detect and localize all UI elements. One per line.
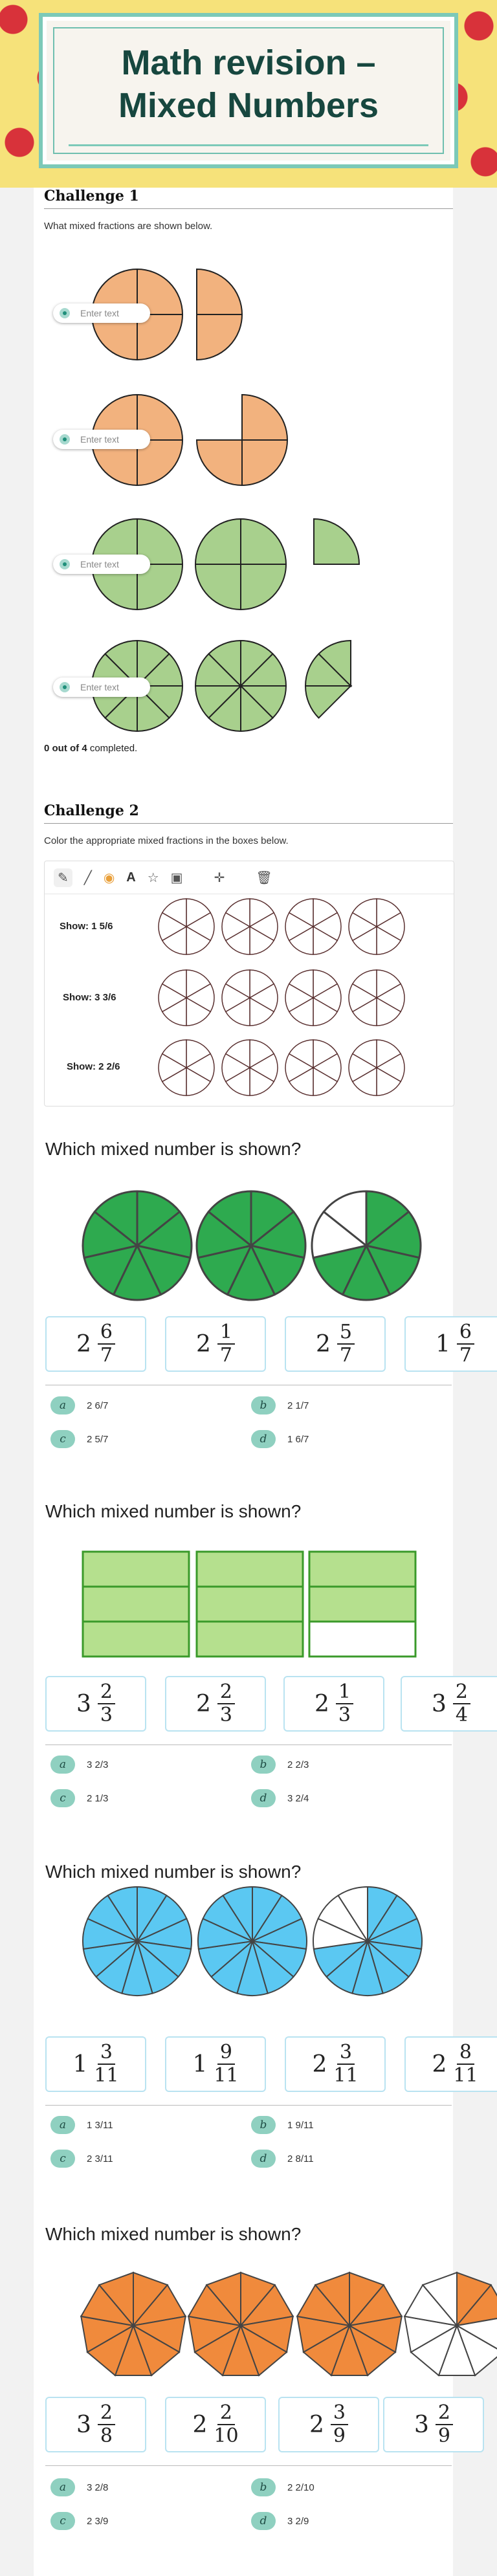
- whole-number: 2: [76, 1330, 91, 1358]
- option-letter-badge: b: [251, 1396, 276, 1415]
- option-text: 2 1/7: [287, 1400, 309, 1411]
- numerator: 2: [217, 1681, 235, 1704]
- option-letter-badge: c: [50, 2150, 75, 2168]
- option-text: 2 5/7: [87, 1433, 109, 1445]
- denominator: 3: [100, 1704, 113, 1726]
- input-placeholder: Enter text: [80, 434, 119, 445]
- whole-number: 2: [312, 2051, 327, 2078]
- progress-label: completed.: [87, 743, 138, 754]
- option-text: 1 6/7: [287, 1433, 309, 1445]
- challenge2-instruction: Color the appropriate mixed fractions in the boxes below.: [44, 835, 289, 846]
- option-text: 3 2/4: [287, 1792, 309, 1804]
- color-palette-icon[interactable]: ◉: [103, 870, 115, 885]
- denominator: 10: [214, 2425, 239, 2447]
- bar-part: [83, 1552, 189, 1587]
- bar-part: [83, 1622, 189, 1657]
- denominator: 7: [339, 1344, 352, 1367]
- fraction-bar-whole: [197, 1552, 303, 1657]
- numerator: 2: [217, 2402, 235, 2425]
- option-letter-badge: d: [251, 1789, 276, 1807]
- denominator: 9: [437, 2425, 450, 2447]
- bar-part: [309, 1587, 415, 1622]
- option-text: 1 9/11: [287, 2119, 314, 2131]
- option-letter-badge: a: [50, 1396, 75, 1415]
- numerator: 2: [436, 2402, 453, 2425]
- option-text: 2 8/11: [287, 2153, 314, 2164]
- show-label-2: Show: 3 3/6: [63, 992, 116, 1003]
- question-title: Which mixed number is shown?: [45, 2224, 302, 2244]
- image-icon[interactable]: ▣: [170, 870, 183, 885]
- move-icon[interactable]: ✛: [214, 870, 225, 885]
- option-letter-badge: a: [50, 2478, 75, 2496]
- option-text: 1 3/11: [87, 2119, 113, 2131]
- option-text: 2 3/11: [87, 2153, 113, 2164]
- denominator: 11: [94, 2064, 119, 2087]
- fraction-bar-whole: [83, 1552, 189, 1657]
- fraction-bar-part: [309, 1552, 415, 1657]
- progress-count: 0 out of 4: [44, 743, 87, 754]
- numerator: 1: [336, 1681, 353, 1704]
- whole-number: 2: [196, 1690, 211, 1717]
- fraction-circle-part: [313, 1887, 422, 1996]
- option-text: 2 3/9: [87, 2515, 109, 2527]
- fraction-circle-whole: [83, 1887, 192, 1996]
- whole-number: 2: [432, 2051, 447, 2078]
- question-title: Which mixed number is shown?: [45, 1862, 302, 1882]
- bar-part: [309, 1622, 415, 1657]
- fraction-circle-whole: [198, 1887, 307, 1996]
- fraction-polygon-whole: [188, 2273, 293, 2375]
- fraction-polygon-whole: [297, 2273, 402, 2375]
- denominator: 3: [219, 1704, 232, 1726]
- numerator: 5: [337, 1321, 355, 1345]
- denominator: 3: [338, 1704, 351, 1726]
- input-placeholder: Enter text: [80, 308, 119, 318]
- whole-number: 2: [196, 1330, 211, 1358]
- page-title-line1: Math revision –: [121, 43, 376, 82]
- option-letter-badge: a: [50, 2116, 75, 2134]
- bar-part: [83, 1587, 189, 1622]
- denominator: 4: [455, 1704, 468, 1726]
- option-letter-badge: c: [50, 2512, 75, 2530]
- whole-number: 1: [192, 2051, 208, 2078]
- whole-number: 2: [316, 1330, 331, 1358]
- page-title-line2: Mixed Numbers: [118, 86, 379, 125]
- whole-number: 1: [72, 2051, 88, 2078]
- whole-number: 2: [192, 2411, 208, 2438]
- option-letter-badge: b: [251, 1756, 276, 1774]
- option-letter-badge: c: [50, 1789, 75, 1807]
- numerator: 3: [98, 2042, 115, 2065]
- option-text: 3 2/9: [287, 2515, 309, 2527]
- option-letter-badge: b: [251, 2116, 276, 2134]
- show-label-3: Show: 2 2/6: [67, 1061, 120, 1072]
- option-text: 2 1/3: [87, 1792, 109, 1804]
- denominator: 11: [453, 2064, 478, 2087]
- denominator: 11: [214, 2064, 239, 2087]
- input-placeholder: Enter text: [80, 682, 119, 692]
- denominator: 7: [100, 1344, 113, 1367]
- text-icon[interactable]: A: [126, 870, 136, 885]
- question-title: Which mixed number is shown?: [45, 1139, 302, 1159]
- whole-number: 3: [76, 2411, 91, 2438]
- denominator: 9: [333, 2425, 346, 2447]
- whole-number: 3: [414, 2411, 429, 2438]
- option-text: 2 6/7: [87, 1400, 109, 1411]
- numerator: 2: [98, 1681, 115, 1704]
- option-text: 3 2/3: [87, 1759, 109, 1770]
- option-letter-badge: d: [251, 1430, 276, 1448]
- numerator: 6: [457, 1321, 474, 1345]
- challenge1-heading: Challenge 1: [44, 188, 139, 204]
- numerator: 2: [98, 2402, 115, 2425]
- denominator: 8: [100, 2425, 113, 2447]
- numerator: 1: [217, 1321, 235, 1345]
- whole-number: 2: [309, 2411, 324, 2438]
- whole-number: 3: [432, 1690, 447, 1717]
- fraction-circle-whole: [83, 1191, 192, 1300]
- whole-number: 2: [315, 1690, 329, 1717]
- numerator: 9: [217, 2042, 235, 2065]
- trash-icon[interactable]: 🗑: [256, 870, 272, 885]
- input-placeholder: Enter text: [80, 559, 119, 569]
- option-text: 2 2/3: [287, 1759, 309, 1770]
- question-title: Which mixed number is shown?: [45, 1501, 302, 1521]
- option-letter-badge: b: [251, 2478, 276, 2496]
- denominator: 11: [333, 2064, 359, 2087]
- bar-part: [309, 1552, 415, 1587]
- fraction-polygon-part: [404, 2273, 497, 2375]
- challenge2-heading: Challenge 2: [44, 802, 139, 819]
- numerator: 3: [337, 2042, 355, 2065]
- numerator: 3: [331, 2402, 348, 2425]
- fraction-circle-whole: [197, 1191, 305, 1300]
- option-text: 2 2/10: [287, 2482, 315, 2493]
- bar-part: [197, 1587, 303, 1622]
- denominator: 7: [459, 1344, 472, 1367]
- fraction-polygon-whole: [81, 2273, 186, 2375]
- bar-part: [197, 1552, 303, 1587]
- option-letter-badge: a: [50, 1756, 75, 1774]
- option-letter-badge: d: [251, 2512, 276, 2530]
- numerator: 2: [453, 1681, 470, 1704]
- option-letter-badge: d: [251, 2150, 276, 2168]
- option-text: 3 2/8: [87, 2482, 109, 2493]
- bar-part: [197, 1622, 303, 1657]
- whole-number: 3: [76, 1690, 91, 1717]
- fraction-circle-part: [312, 1191, 421, 1300]
- whole-number: 1: [436, 1330, 450, 1358]
- numerator: 6: [98, 1321, 115, 1345]
- challenge1-instruction: What mixed fractions are shown below.: [44, 221, 213, 232]
- denominator: 7: [219, 1344, 232, 1367]
- numerator: 8: [457, 2042, 474, 2065]
- star-icon[interactable]: ☆: [147, 870, 159, 885]
- show-label-1: Show: 1 5/6: [60, 921, 113, 932]
- pencil-icon[interactable]: ✎: [54, 868, 72, 887]
- pen-icon[interactable]: ╱: [83, 870, 92, 885]
- option-letter-badge: c: [50, 1430, 75, 1448]
